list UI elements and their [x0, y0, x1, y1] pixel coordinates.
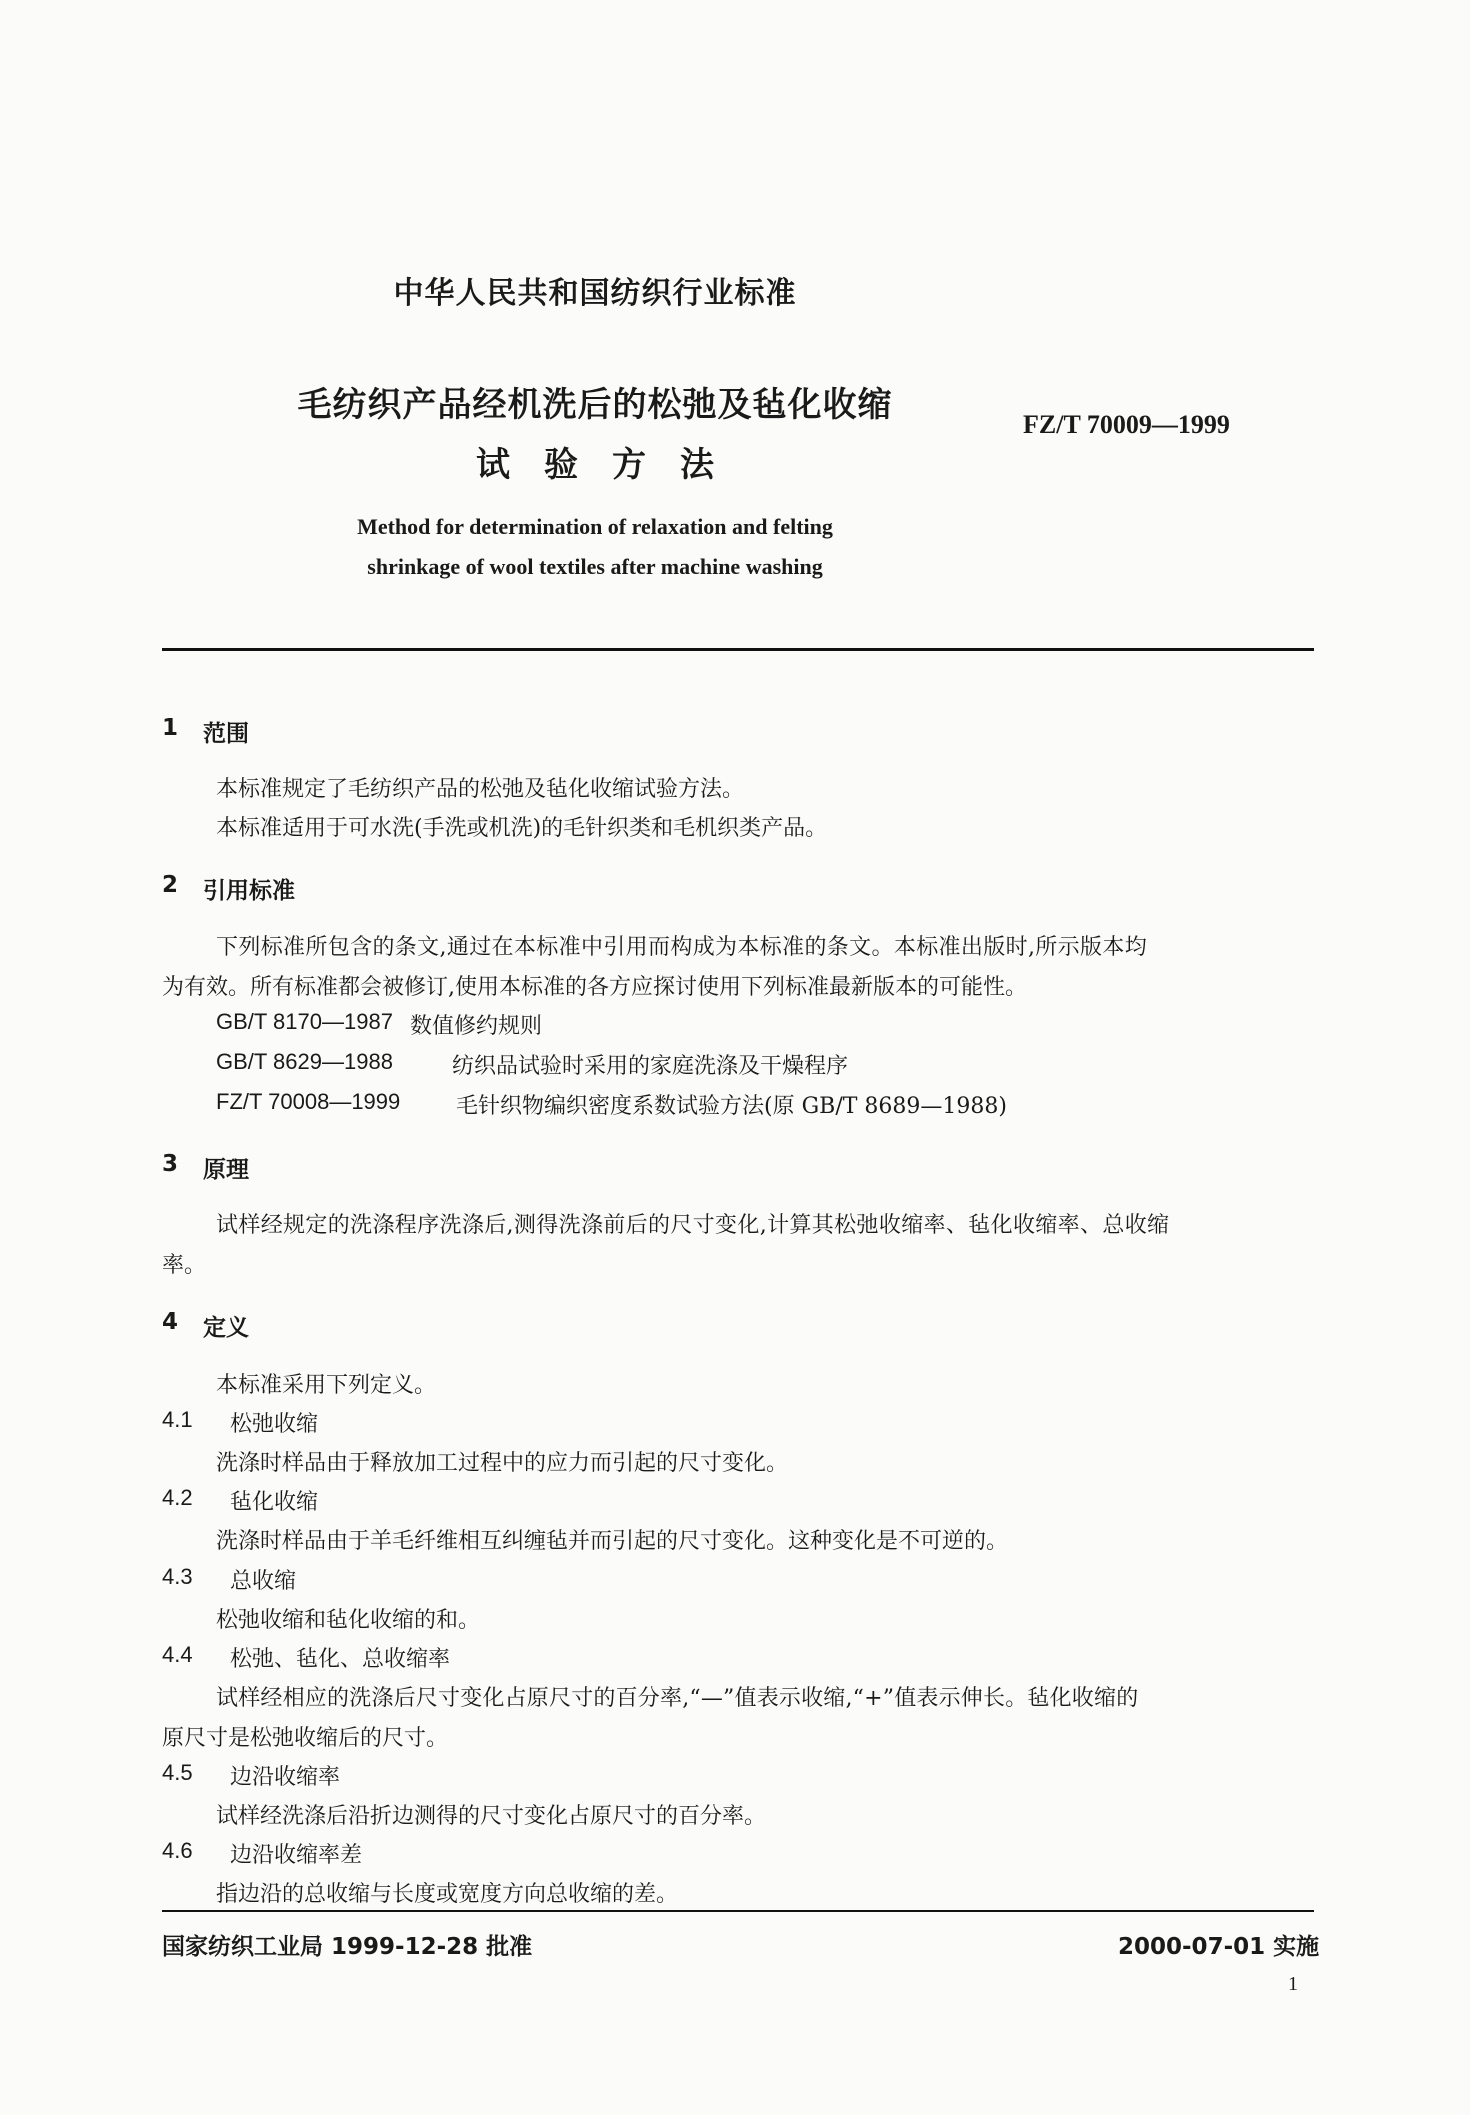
section-3-title: 原理	[203, 1157, 249, 1183]
section-4-intro: 本标准采用下列定义。	[216, 1373, 437, 1398]
reference-code: FZ/T 70008—1999	[216, 1089, 401, 1114]
title-english-line1: Method for determination of relaxation and felting	[357, 514, 833, 539]
section-1-number: 1	[162, 715, 179, 741]
title-english-line2: shrinkage of wool textiles after machine washing	[367, 554, 823, 579]
section-1-para-2: 本标准适用于可水洗(手洗或机洗)的毛针织类和毛机织类产品。	[216, 816, 828, 841]
section-3-number: 3	[162, 1151, 179, 1177]
section-2-number: 2	[162, 872, 179, 898]
section-4-number: 4	[162, 1309, 179, 1335]
footer-divider	[162, 1910, 1314, 1912]
definition-term: 总收缩	[230, 1569, 297, 1594]
page-number: 1	[1288, 1973, 1298, 1995]
definition-term: 边沿收缩率差	[230, 1843, 363, 1868]
definition-text: 试样经洗涤后沿折边测得的尺寸变化占原尺寸的百分率。	[216, 1804, 767, 1829]
definition-text: 洗涤时样品由于释放加工过程中的应力而引起的尺寸变化。	[216, 1451, 789, 1476]
definition-number: 4.6	[162, 1838, 193, 1863]
section-2-para-1b: 为有效。所有标准都会被修订,使用本标准的各方应探讨使用下列标准最新版本的可能性。	[162, 975, 1027, 1000]
section-2-title: 引用标准	[203, 878, 295, 904]
definition-term: 松弛收缩	[230, 1412, 319, 1437]
definition-number: 4.2	[162, 1485, 193, 1510]
definition-text: 松弛收缩和毡化收缩的和。	[216, 1608, 481, 1633]
section-1-para-1: 本标准规定了毛纺织产品的松弛及毡化收缩试验方法。	[216, 777, 745, 802]
title-chinese-line1: 毛纺织产品经机洗后的松弛及毡化收缩	[297, 385, 893, 425]
reference-name: 纺织品试验时采用的家庭洗涤及干燥程序	[452, 1054, 849, 1079]
definition-text: 洗涤时样品由于羊毛纤维相互纠缠毡并而引起的尺寸变化。这种变化是不可逆的。	[216, 1529, 1009, 1554]
definition-term: 松弛、毡化、总收缩率	[230, 1647, 451, 1672]
definition-number: 4.3	[162, 1564, 193, 1589]
section-3-para-1b: 率。	[162, 1253, 207, 1278]
definition-number: 4.1	[162, 1407, 193, 1432]
reference-name: 毛针织物编织密度系数试验方法(原 GB/T 8689—1988)	[456, 1094, 1007, 1119]
definition-text: 指边沿的总收缩与长度或宽度方向总收缩的差。	[216, 1882, 679, 1907]
reference-code: GB/T 8629—1988	[216, 1049, 393, 1074]
title-chinese-line2: 试验方法	[476, 445, 748, 485]
section-2-para-1a: 下列标准所包含的条文,通过在本标准中引用而构成为本标准的条文。本标准出版时,所示版本均	[216, 935, 1148, 960]
reference-name: 数值修约规则	[410, 1014, 543, 1039]
definition-term: 边沿收缩率	[230, 1765, 341, 1790]
header-divider	[162, 648, 1314, 651]
section-1-title: 范围	[203, 721, 249, 747]
definition-term: 毡化收缩	[230, 1490, 319, 1515]
definition-text: 试样经相应的洗涤后尺寸变化占原尺寸的百分率,“—”值表示收缩,“+”值表示伸长。毡化收缩的	[216, 1686, 1139, 1711]
section-3-para-1a: 试样经规定的洗涤程序洗涤后,测得洗涤前后的尺寸变化,计算其松弛收缩率、毡化收缩率、总收缩	[216, 1213, 1170, 1238]
definition-number: 4.5	[162, 1760, 193, 1785]
standard-number: FZ/T 70009—1999	[1023, 410, 1230, 439]
section-4-title: 定义	[203, 1315, 249, 1341]
issuing-org-heading: 中华人民共和国纺织行业标准	[393, 276, 797, 311]
approval-note: 国家纺织工业局 1999-12-28 批准	[162, 1934, 533, 1960]
effective-date-note: 2000-07-01 实施	[1118, 1934, 1320, 1960]
reference-code: GB/T 8170—1987	[216, 1009, 393, 1034]
definition-text-continued: 原尺寸是松弛收缩后的尺寸。	[162, 1726, 449, 1751]
definition-number: 4.4	[162, 1642, 193, 1667]
